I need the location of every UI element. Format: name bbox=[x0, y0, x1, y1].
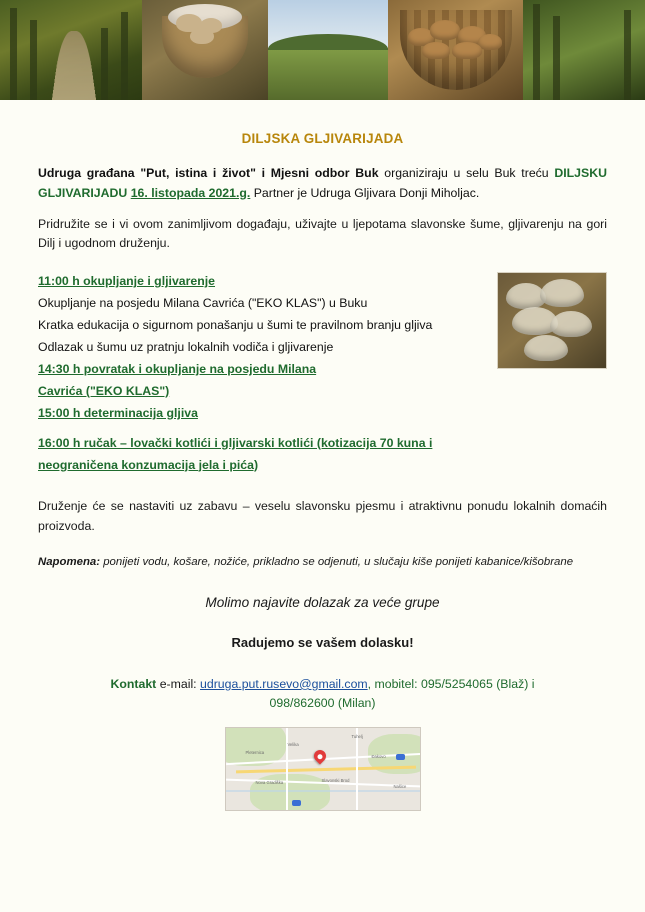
oyster-mushroom-photo bbox=[497, 272, 607, 369]
schedule-item: Cavrića ("EKO KLAS") bbox=[38, 383, 170, 398]
groups-notice: Molimo najavite dolazak za veće grupe bbox=[205, 594, 440, 610]
schedule-item: 11:00 h okupljanje i gljivarenje bbox=[38, 274, 216, 289]
photo-banner bbox=[0, 0, 645, 100]
page-title: DILJSKA GLJIVARIJADA bbox=[241, 131, 404, 146]
schedule-item: neograničena konzumacija jela i pića) bbox=[38, 457, 259, 472]
contact-mobile-prefix: , mobitel: bbox=[367, 676, 421, 691]
contact-mobile-1: 095/5254065 (Blaž) bbox=[420, 676, 529, 691]
intro-partner: Partner je Udruga Gljivara Donji Miholjac. bbox=[250, 185, 480, 200]
map-container bbox=[38, 727, 607, 811]
highway-badge-icon bbox=[396, 754, 405, 760]
welcome-line: Radujemo se vašem dolasku! bbox=[231, 634, 414, 650]
meadow-landscape-photo bbox=[268, 0, 388, 100]
note-line bbox=[38, 553, 607, 571]
note-text: ponijeti vodu, košare, nožiće, prikladno se odjenuti, u slučaju kiše ponijeti kabanice/kišobrane bbox=[100, 556, 574, 569]
schedule-item: 14:30 h povratak i okupljanje na posjedu Milana bbox=[38, 361, 317, 376]
intro-paragraph bbox=[38, 164, 607, 204]
schedule-item: 15:00 h determinacija gljiva bbox=[38, 405, 198, 420]
event-date: 16. listopada 2021.g. bbox=[130, 185, 251, 200]
contact-block bbox=[38, 675, 607, 713]
event-location-pin[interactable] bbox=[311, 747, 328, 764]
schedule-item: Okupljanje na posjedu Milana Cavrića ("EKO KLAS") u Buku bbox=[38, 296, 368, 311]
intro-after-lead: organiziraju u selu Buk treću bbox=[378, 165, 555, 180]
contact-separator: i bbox=[528, 676, 535, 691]
highway-badge-icon bbox=[292, 800, 301, 806]
porcini-basket-photo bbox=[388, 0, 523, 100]
contact-email-prefix: e-mail: bbox=[156, 676, 201, 691]
closing-paragraph: Druženje će se nastaviti uz zabavu – veselu slavonsku pjesmu i atraktivnu ponudu lokalnih domaćih proizvoda. bbox=[38, 499, 607, 534]
document-body bbox=[0, 100, 645, 811]
contact-mobile-2: 098/862600 (Milan) bbox=[269, 695, 376, 710]
intro-lead: Udruga građana "Put, istina i život" i Mjesni odbor Buk bbox=[38, 165, 379, 180]
mushroom-basket-photo bbox=[142, 0, 268, 100]
event-name: DILJSKU GLJIVARIJADU bbox=[38, 165, 607, 200]
contact-label: Kontakt bbox=[110, 676, 157, 691]
forest-road-photo bbox=[0, 0, 142, 100]
intro-paragraph-2: Pridružite se i vi ovom zanimljivom događaju, uživajte u ljepotama slavonske šume, gljivarenju na gori Dilj i ugodnom druženju. bbox=[38, 216, 607, 251]
note-label: Napomena: bbox=[38, 556, 101, 569]
location-map[interactable]: Tuhelj Pleternica Velika Đakovo Nova Gradiška Slavonski Brod Našice bbox=[225, 727, 421, 811]
schedule-item: Odlazak u šumu uz pratnju lokalnih vodiča i gljivarenje bbox=[38, 340, 334, 355]
schedule-block bbox=[38, 272, 607, 475]
schedule-item: 16:00 h ručak – lovački kotlići i gljivarski kotlići (kotizacija 70 kuna i bbox=[38, 435, 433, 450]
schedule-item: Kratka edukacija o sigurnom ponašanju u šumi te pravilnom branju gljiva bbox=[38, 318, 433, 333]
contact-email[interactable]: udruga.put.rusevo@gmail.com bbox=[200, 676, 368, 691]
forest-hillside-photo bbox=[523, 0, 645, 100]
